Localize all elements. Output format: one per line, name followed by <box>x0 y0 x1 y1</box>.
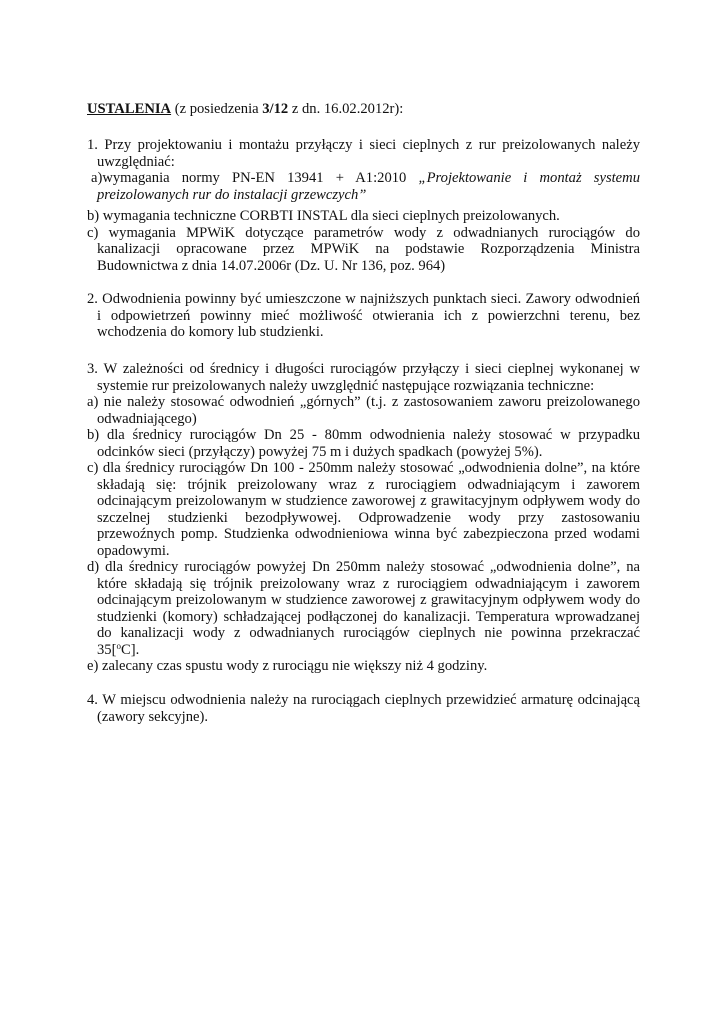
s1-item-a-italic-2: preizolowanych rur do instalacji grzewczych” <box>97 186 367 203</box>
s3-line-1: 3. W zależności od średnicy i długości rurociągów przyłączy i sieci cieplnej wykonanej w <box>87 361 640 377</box>
s3-item-c-line-6: opadowymi. <box>97 542 170 559</box>
s3-item-d-line-2: które składają się trójnik preizolowany wraz z rurociągiem odwadniającym i zaworem <box>97 575 640 592</box>
s3-item-a-line-1: a) nie należy stosować odwodnień „górnych” (t.j. z zastosowaniem zaworu preizolowanego <box>87 394 640 410</box>
s3-item-d-line-3: odcinającym preizolowanym w studzience zaworowej z grawitacyjnym odpływem wody do <box>97 592 640 608</box>
s3-item-c-line-3: odcinającym preizolowanym w studzience zaworowej z grawitacyjnym odpływem wody do <box>97 493 640 509</box>
s2-line-1: 2. Odwodnienia powinny być umieszczone w najniższych punktach sieci. Zawory odwodnień <box>87 291 640 307</box>
s4-line-2: (zawory sekcyjne). <box>97 708 209 725</box>
s1-item-a-italic: „Projektowanie i montaż systemu <box>418 170 640 186</box>
s3-item-c-line-5: przewoźnych pomp. Studzienka odwodnieniowa winna być zabezpieczona przed wodami <box>97 526 640 542</box>
s1-item-a-text: a)wymagania normy PN-EN 13941 + A1:2010 <box>91 170 407 186</box>
s3-line-2: systemie rur preizolowanych należy uwzględnić następujące rozwiązania techniczne: <box>97 377 595 394</box>
s3-item-d-line-1: d) dla średnicy rurociągów powyżej Dn 250mm należy stosować „odwodnienia dolne”, na <box>87 559 640 575</box>
document-heading <box>87 101 403 118</box>
temp-suffix: C]. <box>120 641 140 658</box>
section-2 <box>87 291 640 341</box>
heading-suffix: z dn. 16.02.2012r): <box>288 101 404 117</box>
s3-item-b-line-1: b) dla średnicy rurociągów Dn 25 - 80mm odwodnienia należy stosować w przypadku <box>87 427 640 443</box>
s2-line-2: i odpowietrzeń powinny mieć możliwość otwierania ich z powierzchni terenu, bez <box>97 307 640 324</box>
section-1 <box>87 137 640 203</box>
s1-item-c-line-1: c) wymagania MPWiK dotyczące parametrów wody z odwadnianych rurociągów do <box>87 224 640 241</box>
section-3 <box>87 361 640 675</box>
s1-item-a-line-1 <box>87 170 640 187</box>
heading-prefix: (z posiedzenia <box>171 101 263 117</box>
s4-line-1: 4. W miejscu odwodnienia należy na rurociągach cieplnych przewidzieć armaturę odcinającą <box>87 692 640 708</box>
section-1-cont <box>87 208 640 274</box>
meeting-number: 3/12 <box>262 101 289 117</box>
s3-item-c-line-4: szczelnej studzienki bezodpływowej. Odprowadzenie wody przy zastosowaniu <box>97 509 640 526</box>
s1-item-c-line-3: Budownictwa z dnia 14.07.2006r (Dz. U. Nr 136, poz. 964) <box>97 257 446 274</box>
s3-item-a-line-2: odwadniającego) <box>97 410 197 427</box>
s3-item-c-line-2: składają się: trójnik preizolowany wraz z rurociągiem odwadniającym i zaworem <box>97 476 640 493</box>
s1-line-1: 1. Przy projektowaniu i montażu przyłączy i sieci cieplnych z rur preizolowanych należy <box>87 137 640 153</box>
s3-item-e: e) zalecany czas spustu wody z rurociągu nie większy niż 4 godziny. <box>87 658 488 674</box>
heading-title: USTALENIA <box>87 101 172 117</box>
s3-item-d-line-5: do kanalizacji wody z odwadnianych rurociągów cieplnych nie powinna przekraczać <box>97 625 640 641</box>
s1-item-b: b) wymagania techniczne CORBTI INSTAL dla sieci cieplnych preizolowanych. <box>87 208 560 224</box>
s1-line-2: uwzględniać: <box>97 153 175 170</box>
s2-line-3: wchodzenia do komory lub studzienki. <box>97 324 324 340</box>
s1-item-c-line-2: kanalizacji opracowane przez MPWiK na podstawie Rozporządzenia Ministra <box>97 241 640 257</box>
s3-item-b-line-2: odcinków sieci (przyłączy) powyżej 75 m i dużych spadkach (powyżej 5%). <box>97 443 543 460</box>
s1-item-a-line-2 <box>87 187 640 204</box>
section-4 <box>87 692 640 725</box>
temp-prefix: 35[ <box>97 641 117 658</box>
degree-superscript: o <box>116 640 121 651</box>
s3-item-c-line-1: c) dla średnicy rurociągów Dn 100 - 250mm należy stosować „odwodnienia dolne”, na które <box>87 460 640 476</box>
s3-item-d-line-4: studzienki (komory) schładzającej podłączonej do kanalizacji. Temperatura wprowadzanej <box>97 608 640 625</box>
s3-item-d-line-6 <box>87 642 640 659</box>
